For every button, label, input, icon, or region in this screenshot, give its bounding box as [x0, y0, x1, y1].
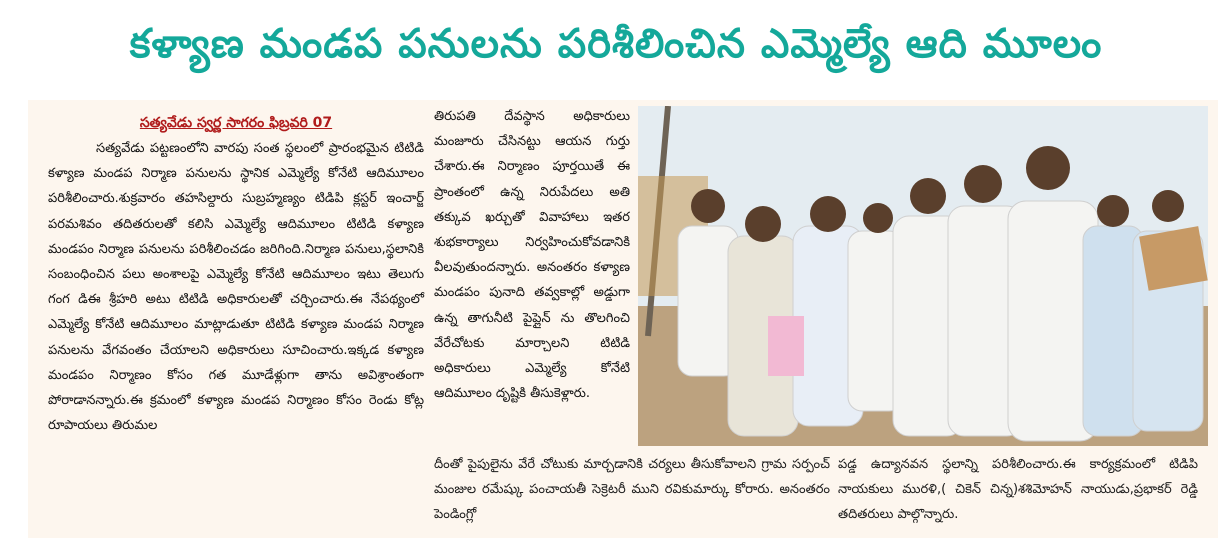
photo-illustration	[638, 106, 1208, 446]
article-column-3-bottom	[838, 452, 1198, 528]
article-photo	[638, 106, 1208, 446]
article-column-2-bottom	[434, 452, 830, 528]
article-column-1	[48, 110, 424, 438]
headline-bar	[0, 0, 1232, 98]
column-1-text: సత్యవేడు పట్టణంలోని వారపు సంత స్థలంలో ప్రారంభమైన టిటిడి కళ్యాణ మండప నిర్మాణ పనులను స్థానిక ఎమ్మెల్యే కోనేటి ఆదిమూలం పరిశీలించారు.శుక్రవారం తహసిల్దారు సుబ్రహ్మణ్యం టిడిపి క్లస్టర్ ఇంచార్జ్ పరమశివం తదితరులతో కలిసి ఎమ్మెల్యే ఆదిమూలం టిటిడి కళ్యాణ మండపం నిర్మాణ పనులను పరిశీలించడం జరిగింది.నిర్మాణ పనులు,స్థలానికి సంబంధించిన పలు అంశాలపై ఎమ్మెల్యే కోనేటి ఆదిమూలం ఇటు తెలుగు గంగ డిఈ శ్రీహరి అటు టిటిడి అధికారులతో చర్చించారు.ఈ నేపథ్యంలో ఎమ్మెల్యే కోనేటి ఆదిమూలం మాట్లాడుతూ టిటిడి కళ్యాణ మండప నిర్మాణ పనులను వేగవంతం చేయాలని అధికారులు సూచించారు.ఇక్కడ కళ్యాణ మండపం నిర్మాణం కోసం గత మూడేళ్లుగా తాను అవిశ్రాంతంగా పోరాడానన్నారు.ఈ క్రమంలో కళ్యాణ మండప నిర్మాణం కోసం రెండు కోట్ల రూపాయలు తిరుమల	[48, 141, 424, 434]
headline: కళ్యాణ మండప పనులను పరిశీలించిన ఎమ్మెల్యే ఆది మూలం	[129, 21, 1103, 67]
column-2-text: తిరుపతి దేవస్థాన అధికారులు మంజూరు చేసినట్టు ఆయన గుర్తు చేశారు.ఈ నిర్మాణం పూర్తయితే ఈ ప్రాంతంలో ఉన్న నిరుపేదలు అతి తక్కువ ఖర్చుతో వివాహాలు ఇతర శుభకార్యాలు నిర్వహించుకోవడానికి వీలవుతుందన్నారు. అనంతరం కళ్యాణ మండపం పునాది తవ్వకాల్లో అడ్డుగా ఉన్న తాగునీటి పైప్లైన్ ను తొలగించి వేరేచోటకు మార్చాలని టిటిడి అధికారులు ఎమ్మెల్యే కోనేటి ఆదిమూలం దృష్టికి తీసుకెళ్లారు.	[434, 109, 630, 402]
column-2-bottom-text: దీంతో పైపులైను వేరే చోటుకు మార్చడానికి చర్యలు తీసుకోవాలని గ్రామ సర్పంచ్ మంజుల రమేష్కు పంచాయతీ సెక్రెటరీ ముని రవికుమార్కు కోరారు. అనంతరం పెండింగ్లో	[434, 457, 830, 523]
article-body	[28, 100, 1218, 538]
dateline: సత్యవేడు స్వర్ణ సాగరం ఫిబ్రవరి 07	[139, 115, 333, 131]
article-column-2	[434, 104, 630, 406]
column-3-bottom-text: పడ్డ ఉద్యానవన స్థలాన్ని పరిశీలించారు.ఈ కార్యక్రమంలో టిడిపి నాయకులు మురళి,( చికెన్ చిన్న)శశిమోహన్ నాయుడు,ప్రభాకర్ రెడ్డి తదితరులు పాల్గొన్నారు.	[838, 457, 1198, 523]
